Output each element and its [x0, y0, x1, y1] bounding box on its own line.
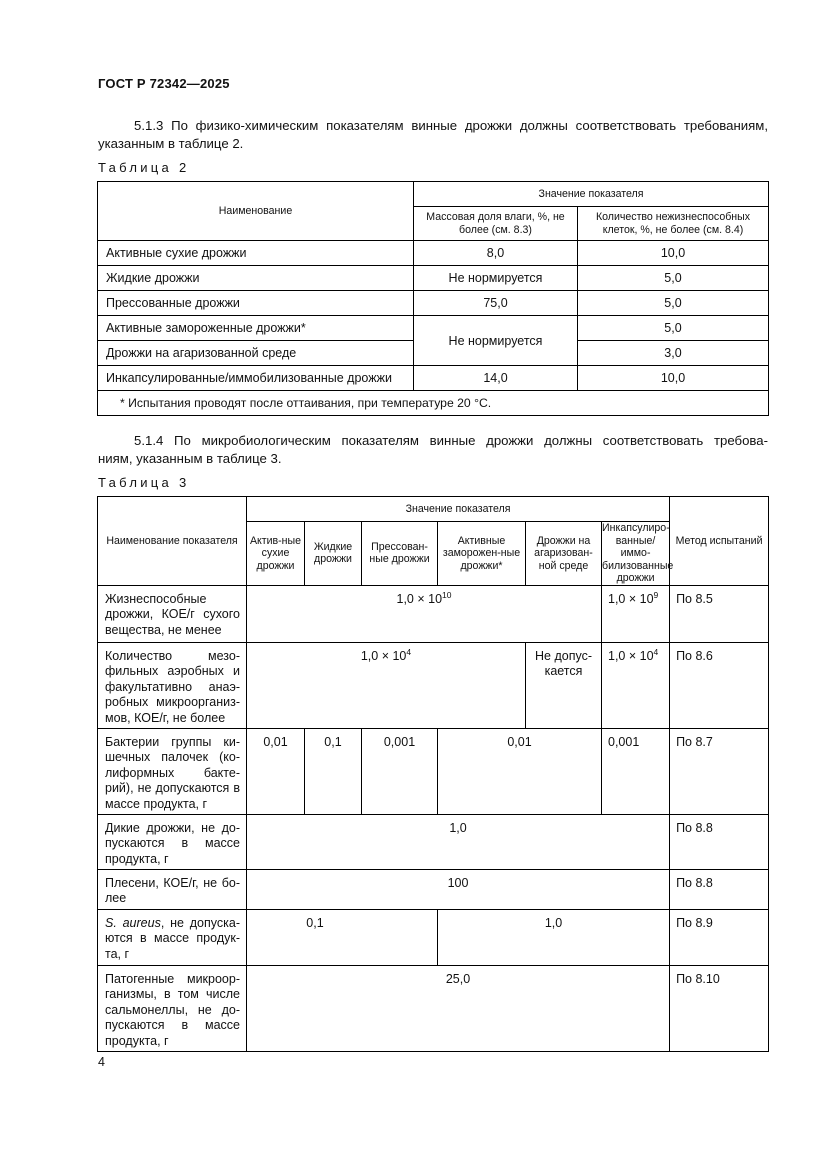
- t2-footnote: * Испытания проводят после оттаивания, при температуре 20 °С.: [98, 391, 769, 416]
- paragraph-5-1-4: 5.1.4 По микробиологическим показателям винные дрожжи должны соответствовать требова- ниям, указанным в таблице 3.: [98, 433, 768, 466]
- page-number: 4: [98, 1055, 105, 1069]
- table-row: Бактерии группы ки-шечных палочек (ко-лиформных бакте-рий), не допускаются в массе продукта, г 0,01 0,1 0,001 0,01 0,001 По 8.7: [98, 728, 769, 814]
- table-row: S. aureus, не допуска-ются в массе продук-та, г 0,1 1,0 По 8.9: [98, 909, 769, 965]
- t2-header-nonviable: Количество нежизнеспособных клеток, %, не более (см. 8.4): [578, 207, 769, 241]
- table-row: Патогенные микроор-ганизмы, в том числе сальмонеллы, не до-пускаются в массе продукта, г 25,0 По 8.10: [98, 965, 769, 1051]
- table-row: Дикие дрожжи, не до-пускаются в массе продукта, г 1,0 По 8.8: [98, 814, 769, 869]
- table-row: Жидкие дрожжи Не нормируется 5,0: [98, 266, 769, 291]
- t3-header-group: Значение показателя: [247, 497, 670, 522]
- t3-header-pressed: Прессован-ные дрожжи: [362, 522, 438, 586]
- t3-header-active-dry: Актив-ные сухие дрожжи: [247, 522, 305, 586]
- paragraph-5-1-3: 5.1.3 По физико-химическим показателям винные дрожжи должны соответствовать требованиям, указанным в таблице 2.: [98, 118, 768, 151]
- t3-header-encapsulated: Инкапсулиро-ванные/иммо-билизованные дрожжи: [602, 522, 674, 584]
- t3-header-method: Метод испытаний: [670, 497, 769, 586]
- t3-header-name: Наименование показателя: [98, 497, 247, 586]
- table-row: Инкапсулированные/иммобилизованные дрожжи 14,0 10,0: [98, 366, 769, 391]
- t2-header-name: Наименование: [98, 182, 414, 241]
- t3-header-agar: Дрожжи на агаризован-ной среде: [526, 522, 602, 586]
- table-row: Прессованные дрожжи 75,0 5,0: [98, 291, 769, 316]
- t2-header-group: Значение показателя: [414, 182, 769, 207]
- table-row: Количество мезо-фильных аэробных и факультативно анаэ-робных микроорганиз-мов, КОЕ/г, не более $1,0 \times 10^4$ Не допус-кается $1,0 \times 10^4$ По 8.6: [98, 642, 769, 728]
- table-3: [97, 496, 769, 1052]
- table-row: Жизнеспособные дрожжи, КОЕ/г сухого вещества, не менее $1,0 \times 10^{10}$ $1,0 \times 10^9$ По 8.5: [98, 585, 769, 642]
- table-3-caption: Таблица 3: [98, 475, 190, 490]
- t3-header-liquid: Жидкие дрожжи: [305, 522, 362, 586]
- table-2-caption: Таблица 2: [98, 160, 190, 175]
- t3-header-frozen: Активные заморожен-ные дрожжи*: [438, 522, 526, 586]
- table-row: Дрожжи на агаризованной среде 3,0: [98, 341, 769, 366]
- table-row: Активные сухие дрожжи 8,0 10,0: [98, 241, 769, 266]
- table-2: [97, 181, 769, 416]
- t2-header-moisture: Массовая доля влаги, %, не более (см. 8.3): [414, 207, 578, 241]
- table-row: Активные замороженные дрожжи* Не нормируется 5,0: [98, 316, 769, 341]
- document-header: ГОСТ Р 72342—2025: [98, 76, 230, 91]
- table-row: Плесени, КОЕ/г, не бо-лее 100 По 8.8: [98, 869, 769, 909]
